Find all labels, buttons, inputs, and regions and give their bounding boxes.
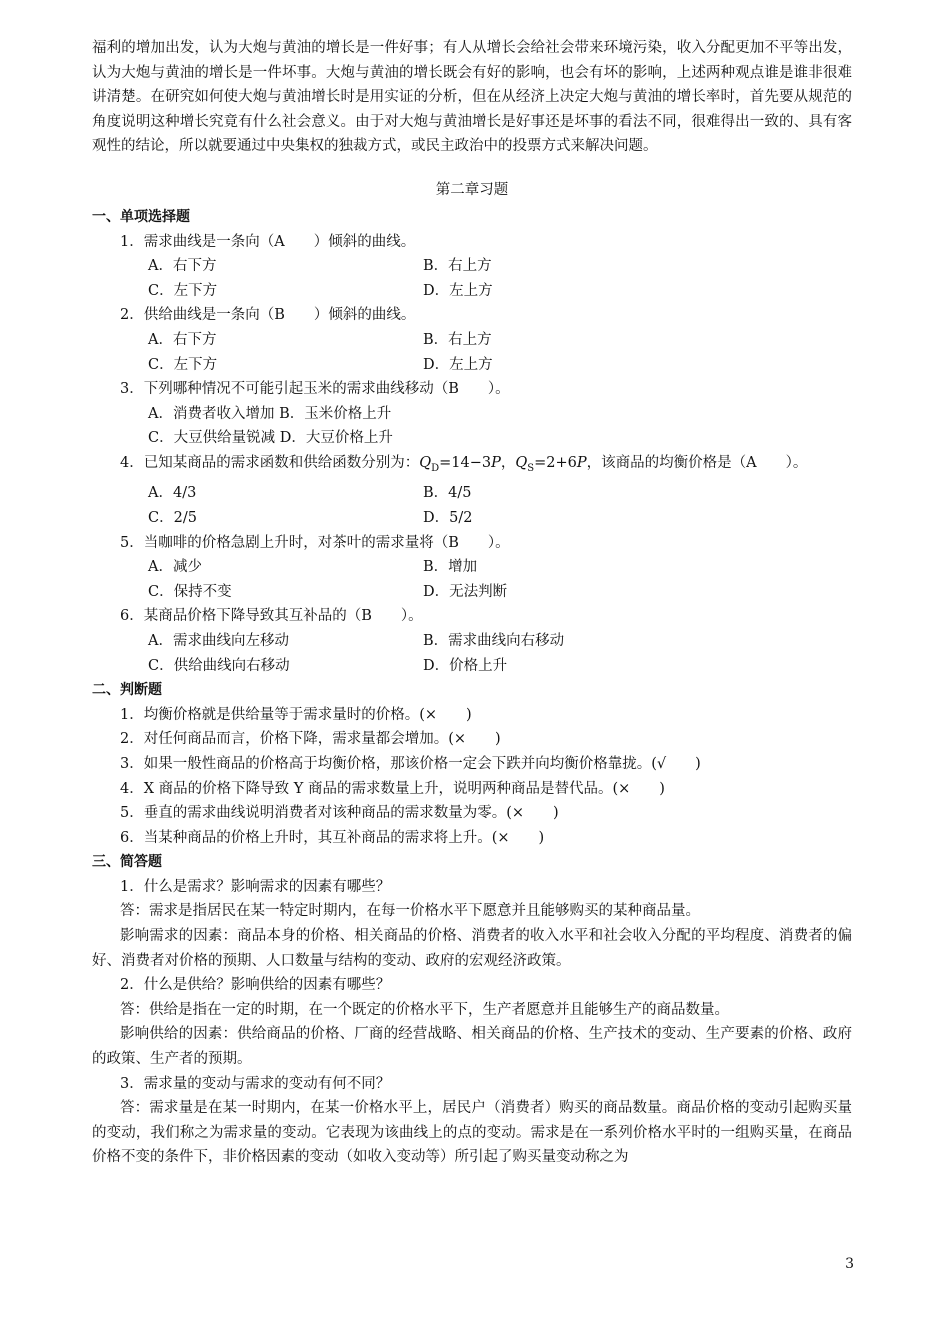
judgment-item: 5．垂直的需求曲线说明消费者对该种商品的需求数量为零。(× ) [120, 805, 559, 822]
option-d: D．左上方 [423, 282, 493, 299]
option-b: B．右上方 [423, 331, 492, 348]
option-d: D．价格上升 [423, 657, 508, 674]
question-stem: 3．下列哪种情况不可能引起玉米的需求曲线移动（B ）。 [120, 381, 510, 398]
option-b: B．增加 [423, 559, 478, 576]
options-grid [92, 254, 852, 303]
option-c: C．2/5 [148, 509, 197, 526]
options-grid [92, 629, 852, 678]
page-number: 3 [845, 1256, 854, 1272]
document-page [92, 36, 852, 1170]
option-a: A．右下方 [148, 258, 217, 275]
options-line: C．大豆供给量锐减 D．大豆价格上升 [148, 430, 393, 447]
option-a: A．减少 [148, 559, 202, 576]
short-answer-question: 2．什么是供给？影响供给的因素有哪些？ [120, 977, 391, 994]
judgment-item: 1．均衡价格就是供给量等于需求量时的价格。(× ) [120, 706, 472, 723]
short-answer-text: 影响供给的因素：供给商品的价格、厂商的经营战略、相关商品的价格、生产技术的变动、生产要素的价格、政府的政策、生产者的预期。 [92, 1026, 852, 1068]
short-answer-question: 1．什么是需求？影响需求的因素有哪些？ [120, 878, 391, 895]
option-c: C．左下方 [148, 282, 218, 299]
option-c: C．左下方 [148, 356, 218, 373]
option-d: D．左上方 [423, 356, 493, 373]
options-grid [92, 555, 852, 604]
judgment-item: 3．如果一般性商品的价格高于均衡价格，那该价格一定会下跌并向均衡价格靠拢。(√ ) [120, 755, 701, 772]
section-heading-true-false: 二、判断题 [92, 682, 162, 699]
chapter-title: 第二章习题 [435, 181, 509, 198]
question-stem: 5．当咖啡的价格急剧上升时，对茶叶的需求量将（B ）。 [120, 534, 510, 551]
question-stem: 1．需求曲线是一条向（A ）倾斜的曲线。 [120, 233, 416, 250]
option-b: B．需求曲线向右移动 [423, 632, 565, 649]
option-b: B．4/5 [423, 485, 472, 502]
judgment-item: 2．对任何商品而言，价格下降，需求量都会增加。(× ) [120, 731, 501, 748]
judgment-item: 4．X 商品的价格下降导致 Y 商品的需求数量上升，说明两种商品是替代品。(× ) [120, 780, 665, 797]
option-a: A．右下方 [148, 331, 217, 348]
option-c: C．保持不变 [148, 583, 232, 600]
short-answer-text: 答：供给是指在一定的时期，在一个既定的价格水平下，生产者愿意并且能够生产的商品数量。 [120, 1001, 729, 1018]
short-answer-text: 影响需求的因素：商品本身的价格、相关商品的价格、消费者的收入水平和社会收入分配的平均程度、消费者的偏好、消费者对价格的预期、人口数量与结构的变动、政府的宏观经济政策。 [92, 928, 852, 969]
intro-paragraph: 福利的增加出发，认为大炮与黄油的增长是一件好事；有人从增长会给社会带来环境污染，收入分配更加不平等出发，认为大炮与黄油的增长是一件坏事。大炮与黄油的增长既会有好的影响，也会有坏的影响，上述两种观点谁是谁非很难讲清楚。在研究如何使大炮与黄油增长时是用实证的分析，但在从经济上决定大炮与黄油的增长率时，首先要从规范的角度说明这种增长究竟有什么社会意义。由于对大炮与黄油增长是好事还是坏事的看法不同，很难得出一致的、具有客观性的结论，所以就要通过中央集权的独裁方式，或民主政治中的投票方式来解决问题。 [92, 40, 852, 155]
question-stem: 2．供给曲线是一条向（B ）倾斜的曲线。 [120, 307, 416, 324]
option-b: B．右上方 [423, 258, 492, 275]
section-heading-short-answer: 三、简答题 [92, 854, 162, 871]
option-a: A．4/3 [148, 485, 197, 502]
question-stem-formula: 4．已知某商品的需求函数和供给函数分别为：$Q_D=14-3P$，$Q_S=2+6P$，该商品的均衡价格是（A ）。 [120, 454, 808, 474]
short-answer-question: 3．需求量的变动与需求的变动有何不同？ [120, 1075, 391, 1092]
options-grid [92, 328, 852, 377]
options-grid [92, 481, 852, 530]
options-line: A．消费者收入增加 B．玉米价格上升 [148, 405, 392, 422]
section-heading-choice: 一、单项选择题 [92, 208, 190, 225]
short-answer-text: 答：需求量是在某一时期内，在某一价格水平上，居民户（消费者）购买的商品数量。商品价格的变动引起购买量的变动，我们称之为需求量的变动。它表现为该曲线上的点的变动。需求是在一系列价格水平时的一组购买量，在商品价格不变的条件下，非价格因素的变动（如收入变动等）所引起了购买量变动称之为 [92, 1100, 852, 1166]
option-d: D．无法判断 [423, 583, 508, 600]
short-answer-text: 答：需求是指居民在某一特定时期内，在每一价格水平下愿意并且能够购买的某种商品量。 [120, 903, 700, 920]
option-c: C．供给曲线向右移动 [148, 657, 290, 674]
option-a: A．需求曲线向左移动 [148, 632, 289, 649]
judgment-item: 6．当某种商品的价格上升时，其互补商品的需求将上升。(× ) [120, 829, 545, 846]
question-stem: 6．某商品价格下降导致其互补品的（B ）。 [120, 608, 423, 625]
option-d: D．5/2 [423, 509, 473, 526]
